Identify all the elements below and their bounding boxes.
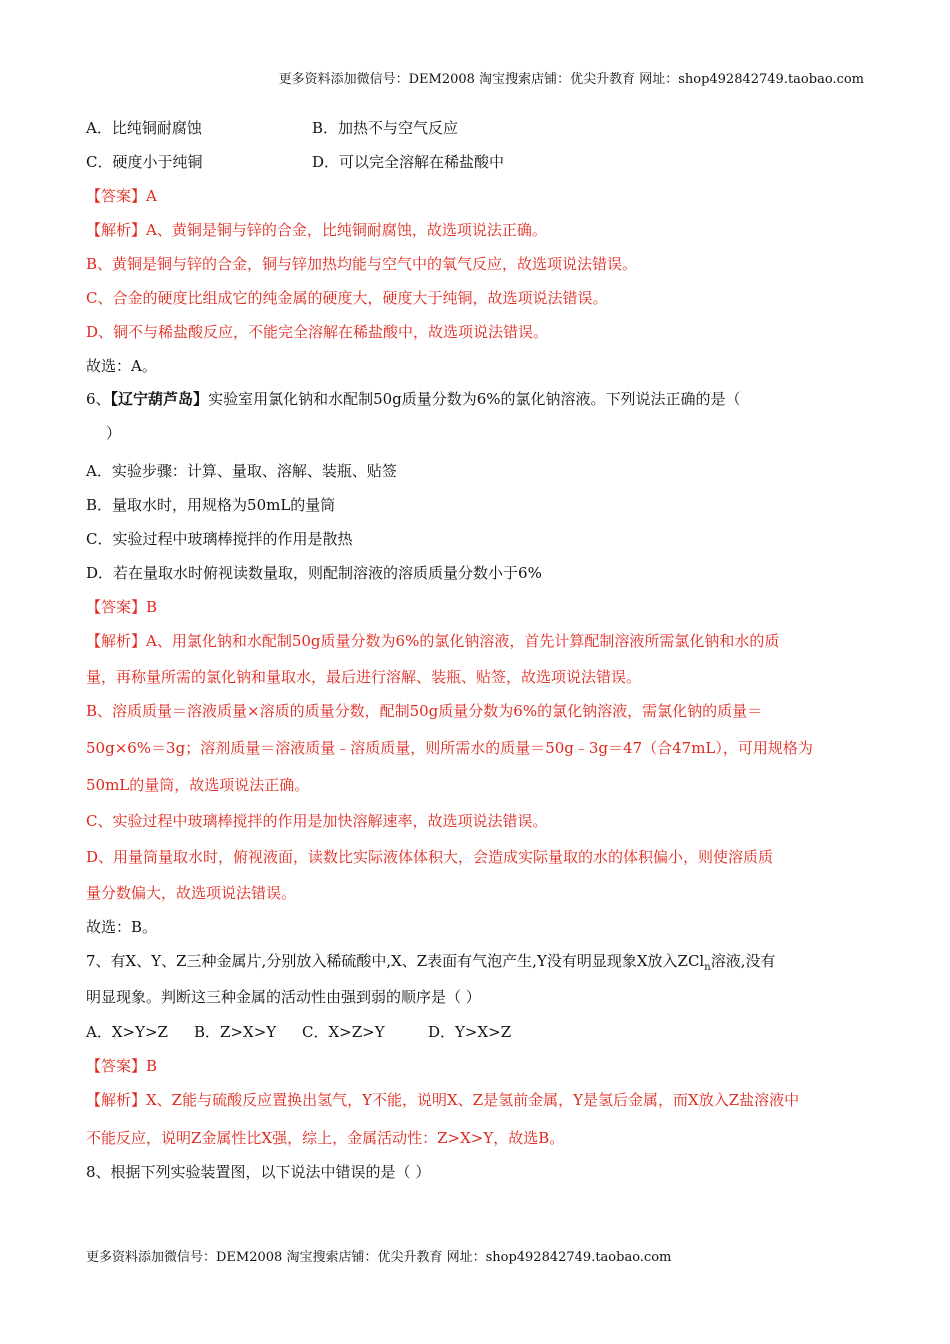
q6-explanation-8: 量分数偏大，故选项说法错误。 — [86, 884, 297, 902]
q5-option-b: B．加热不与空气反应 — [312, 119, 459, 137]
q6-option-b: B．量取水时，用规格为50mL的量筒 — [86, 496, 336, 514]
q6-choice: 故选：B。 — [86, 918, 158, 936]
q6-stem-text: 实验室用氯化钠和水配制50g质量分数为6%的氯化钠溶液。下列说法正确的是（ — [208, 390, 741, 408]
q5-explanation-1: 【解析】A、黄铜是铜与锌的合金，比纯铜耐腐蚀，故选项说法正确。 — [86, 221, 547, 239]
q7-option-d: D．Y>X>Z — [428, 1023, 512, 1041]
page-header: 更多资料添加微信号：DEM2008 淘宝搜索店铺：优尖升教育 网址：shop492842749.taobao.com — [278, 72, 864, 87]
q5-option-c: C．硬度小于纯铜 — [86, 153, 203, 171]
q5-option-d: D．可以完全溶解在稀盐酸中 — [312, 153, 505, 171]
q7-stem-line-2: 明显现象。判断这三种金属的活动性由强到弱的顺序是（ ） — [86, 988, 481, 1006]
q7-explanation-1: 【解析】X、Z能与硫酸反应置换出氢气，Y不能，说明X、Z是氢前金属，Y是氢后金属，而X放入Z盐溶液中 — [86, 1091, 800, 1109]
q7-option-a: A．X>Y>Z — [86, 1023, 168, 1041]
q6-region-tag: 【辽宁葫芦岛】 — [110, 390, 209, 408]
q6-explanation-4: 50g×6%＝3g；溶剂质量＝溶液质量﹣溶质质量，则所需水的质量＝50g﹣3g＝47（合47mL），可用规格为 — [86, 739, 813, 757]
q7-stem-text-end: 溶液,没有 — [710, 952, 776, 970]
q6-stem-line-1 — [86, 388, 741, 409]
q6-option-d: D．若在量取水时俯视读数量取，则配制溶液的溶质质量分数小于6% — [86, 564, 542, 582]
q5-explanation-2: B、黄铜是铜与锌的合金，铜与锌加热均能与空气中的氧气反应，故选项说法错误。 — [86, 255, 638, 273]
q6-explanation-6: C、实验过程中玻璃棒搅拌的作用是加快溶解速率，故选项说法错误。 — [86, 812, 548, 830]
q5-answer: 【答案】A — [86, 187, 157, 205]
q7-stem-text: 7、有X、Y、Z三种金属片,分别放入稀硫酸中,X、Z表面有气泡产生,Y没有明显现象X放入ZCl — [86, 952, 705, 970]
q6-explanation-2: 量，再称量所需的氯化钠和量取水，最后进行溶解、装瓶、贴签，故选项说法错误。 — [86, 668, 642, 686]
q6-number: 6、 — [86, 390, 111, 408]
q5-explanation-4: D、铜不与稀盐酸反应，不能完全溶解在稀盐酸中，故选项说法错误。 — [86, 323, 549, 341]
q6-explanation-1: 【解析】A、用氯化钠和水配制50g质量分数为6%的氯化钠溶液，首先计算配制溶液所需氯化钠和水的质 — [86, 632, 780, 650]
q7-stem-line-1 — [86, 950, 775, 973]
q5-options-row-1 — [86, 117, 458, 138]
page-footer: 更多资料添加微信号：DEM2008 淘宝搜索店铺：优尖升教育 网址：shop492842749.taobao.com — [86, 1250, 672, 1265]
q5-option-a: A．比纯铜耐腐蚀 — [86, 119, 202, 137]
q7-option-c: C．X>Z>Y — [302, 1023, 385, 1041]
q6-explanation-3: B、溶质质量＝溶液质量×溶质的质量分数，配制50g质量分数为6%的氯化钠溶液，需氯化钠的质量＝ — [86, 702, 763, 720]
q5-choice: 故选：A。 — [86, 357, 157, 375]
q6-option-c: C．实验过程中玻璃棒搅拌的作用是散热 — [86, 530, 353, 548]
q7-explanation-2: 不能反应，说明Z金属性比X强，综上，金属活动性：Z>X>Y，故选B。 — [86, 1129, 565, 1147]
q6-explanation-7: D、用量筒量取水时，俯视液面，读数比实际液体体积大，会造成实际量取的水的体积偏小，则使溶质质 — [86, 848, 774, 866]
q7-options-row — [86, 1021, 511, 1042]
q7-answer: 【答案】B — [86, 1057, 158, 1075]
q8-stem: 8、根据下列实验装置图，以下说法中错误的是（ ） — [86, 1163, 431, 1181]
q7-option-b: B．Z>X>Y — [194, 1023, 277, 1041]
q6-answer: 【答案】B — [86, 598, 158, 616]
q6-option-a: A．实验步骤：计算、量取、溶解、装瓶、贴签 — [86, 462, 397, 480]
q5-explanation-3: C、合金的硬度比组成它的纯金属的硬度大，硬度大于纯铜，故选项说法错误。 — [86, 289, 608, 307]
q6-stem-line-2: ） — [106, 424, 122, 442]
q5-options-row-2 — [86, 151, 504, 172]
q6-explanation-5: 50mL的量筒，故选项说法正确。 — [86, 776, 310, 794]
q7-stem-subscript: n — [704, 962, 711, 973]
